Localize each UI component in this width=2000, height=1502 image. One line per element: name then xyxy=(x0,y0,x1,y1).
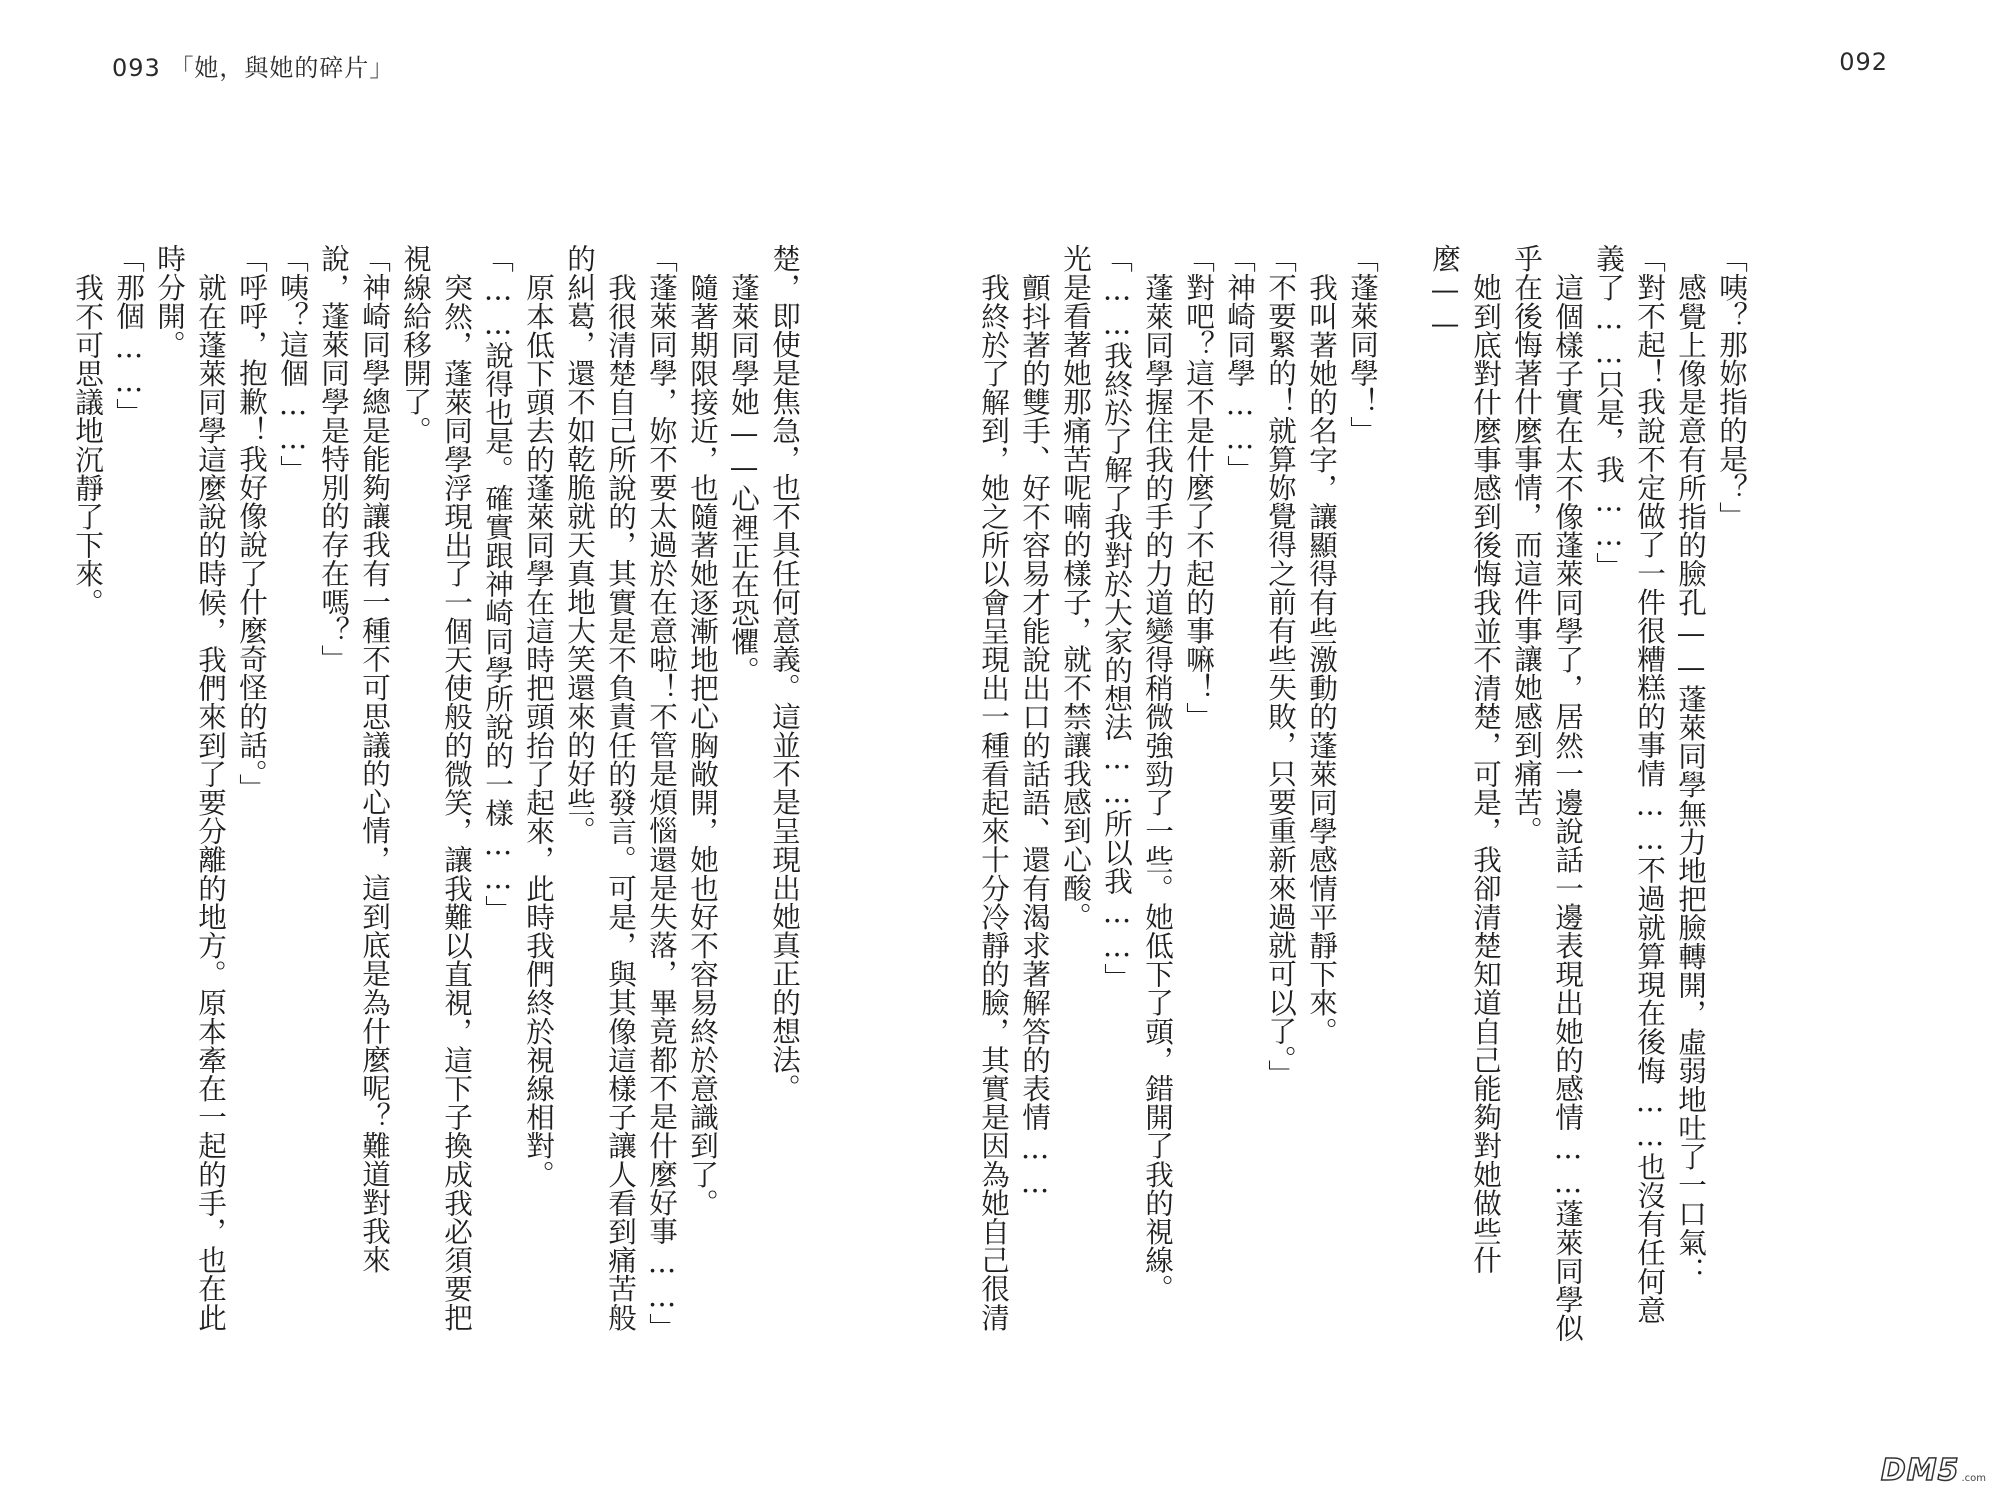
site-watermark-logo xyxy=(1881,1453,1986,1488)
text-line: 原本低下頭去的蓬萊同學在這時把頭抬了起來，此時我們終於視線相對。 xyxy=(522,272,556,1188)
text-line: 的糾葛，還不如乾脆就天真地大笑還來的好些。 xyxy=(563,244,597,845)
text-line: 「對吧？這不是什麼了不起的事嘛！」 xyxy=(1182,244,1216,731)
text-line: 我叫著她的名字，讓顯得有些激動的蓬萊同學感情平靜下來。 xyxy=(1305,272,1339,1045)
text-line: 光是看著她那痛苦呢喃的樣子，就不禁讓我感到心酸。 xyxy=(1059,244,1093,931)
text-line: 「呼呼，抱歉！我好像說了什麼奇怪的話。」 xyxy=(235,244,269,802)
text-line: 「神崎同學……」 xyxy=(1223,244,1257,484)
text-line: 「蓬萊同學！」 xyxy=(1346,244,1380,445)
text-line: 「……我終於了解了我對於大家的想法……所以我……」 xyxy=(1100,244,1134,992)
text-line: 「對不起！我說不定做了一件很糟糕的事情……不過就算現在後悔……也沒有任何意 xyxy=(1633,244,1667,1324)
text-line: 時分開。 xyxy=(153,244,187,359)
text-line: 義了……只是，我……」 xyxy=(1592,244,1626,581)
page-header-left: 093 「她，與她的碎片」 xyxy=(112,54,395,82)
text-line: 隨著期限接近，也隨著她逐漸地把心胸敞開，她也好不容易終於意識到了。 xyxy=(686,272,720,1217)
text-line: 這個樣子實在太不像蓬萊同學了，居然一邊說話一邊表現出她的感情……蓬萊同學似 xyxy=(1551,272,1585,1342)
text-line: 乎在後悔著什麼事情，而這件事讓她感到痛苦。 xyxy=(1510,244,1544,845)
text-line: 突然，蓬萊同學浮現出了一個天使般的微笑，讓我難以直視，這下子換成我必須要把 xyxy=(440,272,474,1331)
text-line: 感覺上像是意有所指的臉孔——蓬萊同學無力地把臉轉開，虛弱地吐了一口氣： xyxy=(1674,272,1708,1285)
text-line: 「神崎同學總是能夠讓我有一種不可思議的心情，這到底是為什麼呢？難道對我來 xyxy=(358,244,392,1274)
text-line: 視線給移開了。 xyxy=(399,244,433,445)
page-number-right: 092 xyxy=(1839,48,1888,76)
text-line: 蓬萊同學握住我的手的力道變得稍微強勁了一些。她低下了頭，錯開了我的視線。 xyxy=(1141,272,1175,1303)
text-line: 蓬萊同學她——心裡正在恐懼。 xyxy=(727,272,761,684)
text-line: 我很清楚自己所說的，其實是不負責任的發言。可是，與其像這樣子讓人看到痛苦般 xyxy=(604,272,638,1331)
text-line: 她到底對什麼事感到後悔我並不清楚，可是，我卻清楚知道自己能夠對她做些什 xyxy=(1469,272,1503,1274)
text-line: 說，蓬萊同學是特別的存在嗎？」 xyxy=(317,244,351,673)
right-page-text xyxy=(812,244,1752,1444)
text-line: 就在蓬萊同學這麼說的時候，我們來到了要分離的地方。原本牽在一起的手，也在此 xyxy=(194,272,228,1331)
watermark-main: DM5 xyxy=(1880,1453,1960,1488)
text-line: 楚，即使是焦急，也不具任何意義。這並不是呈現出她真正的想法。 xyxy=(768,244,802,1102)
watermark-sub: .com xyxy=(1961,1473,1986,1484)
text-line: 「咦？這個……」 xyxy=(276,244,310,484)
text-line: 麼—— xyxy=(1428,244,1462,341)
text-line: 「蓬萊同學，妳不要太過於在意啦！不管是煩惱還是失落，畢竟都不是什麼好事……」 xyxy=(645,244,679,1342)
left-page-text xyxy=(71,244,805,1444)
text-line: 「不要緊的！就算妳覺得之前有些失敗，只要重新來過就可以了。」 xyxy=(1264,244,1298,1088)
text-line: 「那個……」 xyxy=(112,244,146,427)
text-line: 我終於了解到，她之所以會呈現出一種看起來十分冷靜的臉，其實是因為她自己很清 xyxy=(977,272,1011,1331)
text-line: 我不可思議地沉靜了下來。 xyxy=(71,272,105,616)
text-line: 顫抖著的雙手、好不容易才能說出口的話語、還有渴求著解答的表情…… xyxy=(1018,272,1052,1199)
text-line: 「……說得也是。確實跟神崎同學所說的一樣……」 xyxy=(481,244,515,924)
text-line: 「咦？那妳指的是？」 xyxy=(1715,244,1749,530)
